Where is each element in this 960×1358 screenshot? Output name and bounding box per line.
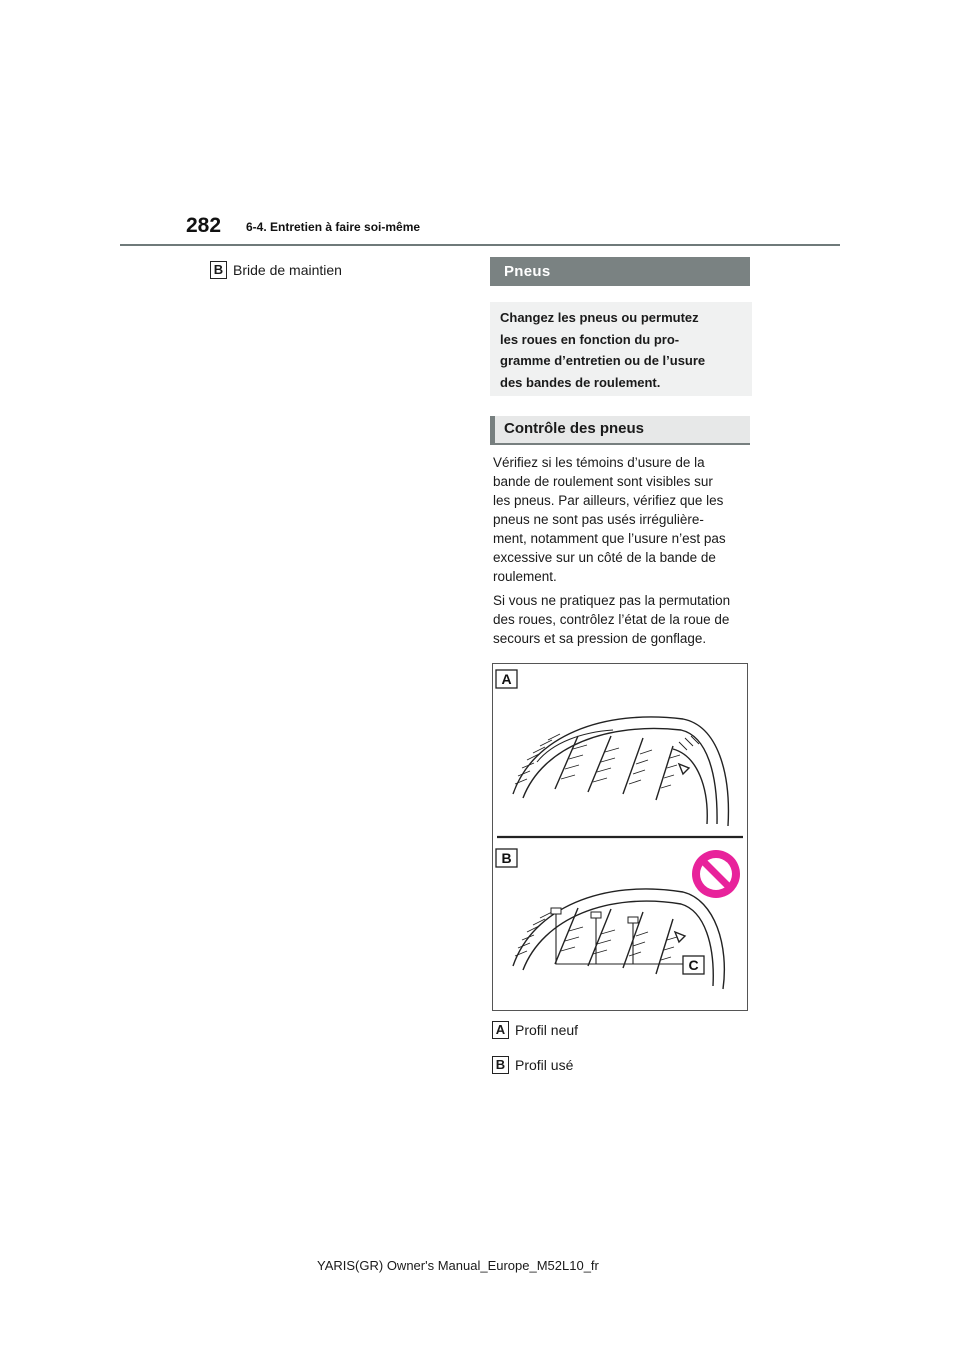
- legend-letter-box: B: [210, 261, 227, 279]
- intro-box: [490, 302, 752, 396]
- legend-text: Profil usé: [515, 1057, 574, 1073]
- legend-text: Profil neuf: [515, 1022, 579, 1038]
- paragraph-line: des roues, contrôlez l’état de la roue de: [493, 612, 730, 627]
- new-tire-drawing: [513, 717, 728, 826]
- legend-item-a: [492, 1021, 578, 1039]
- figure-label-b: [496, 849, 517, 867]
- intro-line: les roues en fonction du pro-: [500, 331, 680, 347]
- paragraph-line: ment, notamment que l’usure n’est pas: [493, 531, 726, 546]
- paragraph-line: roulement.: [493, 569, 557, 584]
- legend-letter-box: B: [492, 1056, 509, 1074]
- paragraph-spare-wheel: [493, 591, 749, 648]
- paragraph-line: pneus ne sont pas usés irrégulière-: [493, 512, 704, 527]
- section-header: 6-4. Entretien à faire soi-même: [246, 220, 421, 234]
- paragraph-line: Si vous ne pratiquez pas la permutation: [493, 593, 731, 608]
- svg-text:A: A: [501, 671, 512, 687]
- legend-item-b-left: [210, 261, 342, 279]
- paragraph-line: les pneus. Par ailleurs, vérifiez que les: [493, 493, 724, 508]
- legend-item-b: [492, 1056, 573, 1074]
- intro-line: gramme d’entretien ou de l’usure: [500, 353, 706, 368]
- header-divider: [120, 244, 840, 246]
- page-number: 282: [186, 214, 222, 237]
- svg-text:C: C: [688, 957, 699, 973]
- footer-manual-id: YARIS(GR) Owner's Manual_Europe_M52L10_fr: [317, 1258, 599, 1273]
- figure-label-a: [496, 670, 517, 688]
- paragraph-line: excessive sur un côté de la bande de: [493, 550, 716, 565]
- intro-line: Changez les pneus ou permutez: [500, 310, 699, 325]
- paragraph-line: bande de roulement sont visibles sur: [493, 474, 713, 489]
- prohibited-icon: [692, 850, 740, 898]
- legend-text: Bride de maintien: [233, 262, 342, 278]
- paragraph-wear-check: [493, 453, 749, 586]
- paragraph-line: secours et sa pression de gonflage.: [493, 631, 707, 646]
- legend-letter-box: A: [492, 1021, 509, 1039]
- subheading-banner: Contrôle des pneus: [490, 416, 750, 445]
- tire-tread-figure: [492, 663, 748, 1011]
- svg-text:B: B: [501, 850, 512, 866]
- section-banner-pneus: Pneus: [490, 257, 750, 286]
- figure-label-c: [683, 956, 704, 974]
- paragraph-line: Vérifiez si les témoins d’usure de la: [493, 455, 705, 470]
- tire-illustration: [493, 664, 749, 1012]
- intro-line: des bandes de roulement.: [500, 374, 661, 390]
